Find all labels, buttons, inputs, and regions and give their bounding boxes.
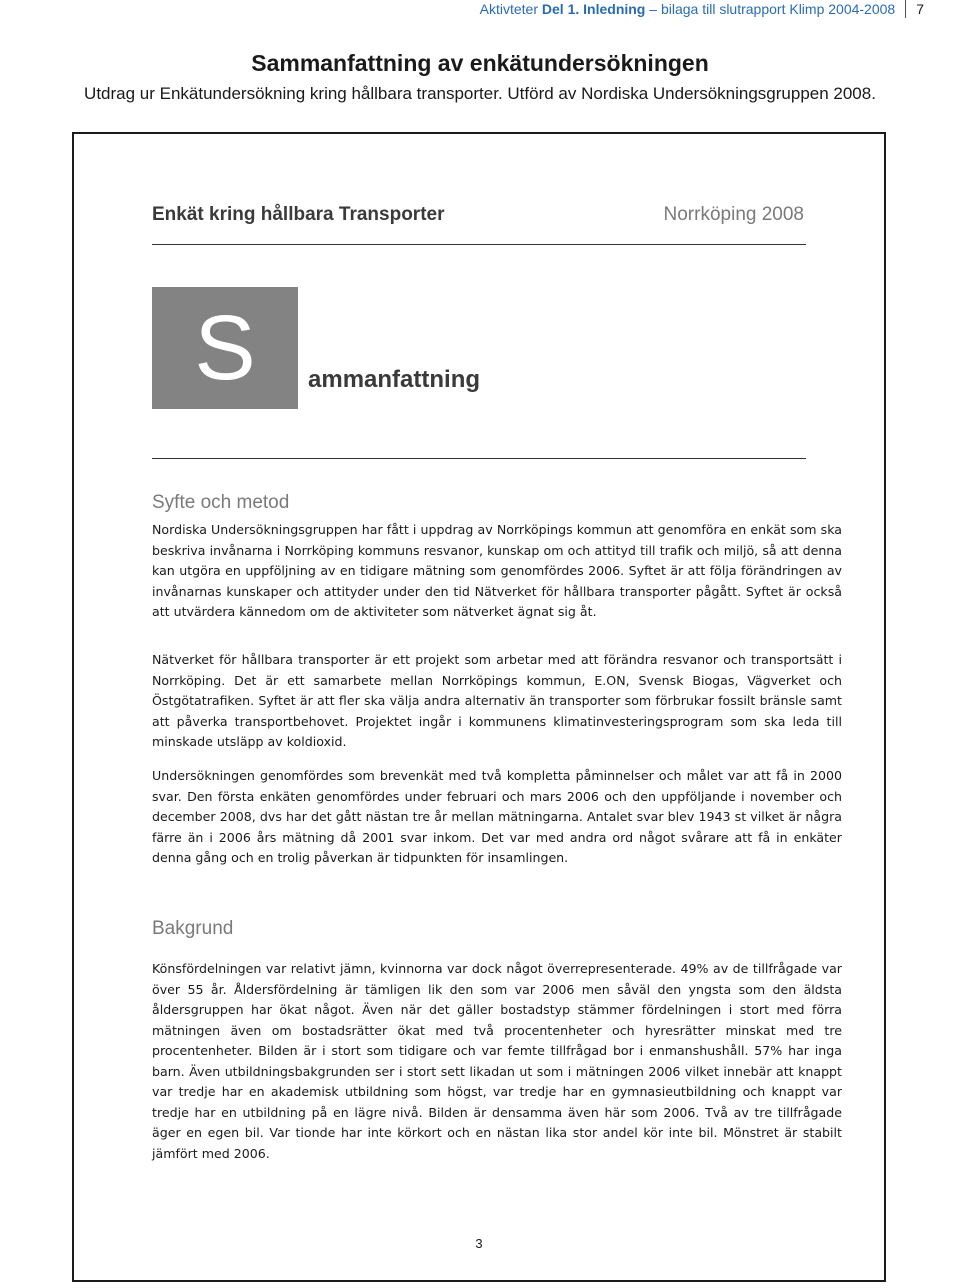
paragraph: Undersökningen genomfördes som brevenkät med två kompletta påminnelser och målet var att få in 2000 svar. Den första enkäten genomfördes under februari och mars 2006 och den uppföljande i november och december 2008, dvs har det gått nästan tre år mellan mätningarna. Antalet svar blev 1943 st vilket är några färre än i 2006 års mätning då 2001 svar inkom. Det var med andra ord något svårare att få in enkäter denna gång och en trolig påverkan är tidpunkten för insamlingen. bbox=[152, 768, 842, 865]
dropcap-box: S bbox=[152, 287, 298, 409]
running-header-part: Del 1. Inledning bbox=[541, 1, 646, 17]
section-divider bbox=[152, 458, 806, 459]
running-header-divider bbox=[905, 0, 906, 18]
page-number: 3 bbox=[475, 1236, 483, 1251]
paragraph: Nätverket för hållbara transporter är ett projekt som arbetar med att förändra resvanor och transportsätt i Norrköping. Det är ett samarbete mellan Norrköpings kommun, E.ON, Svensk Biogas, Vägverket och Östgötatrafiken. Syftet är att fler ska välja andra alternativ än transporter som förbrukar fossilt bränsle samt att påverka transportbehovet. Projektet ingår i kommunens klimatinvesteringsprogram som ska leda till minskade utsläpp av koldioxid. bbox=[152, 652, 842, 749]
paragraph: Könsfördelningen var relativt jämn, kvinnorna var dock något överrepresenterade. 49% av de tillfrågade var över 55 år. Åldersfördelning är tämligen lik den som var 2006 men såväl den yngsta som den äldsta åldersgruppen har ökat något. Även när det gäller bostadstyp stämmer fördelningen i stort med förra mätningen även om bostadsrätter ökat med två procentenheter och hyresrätter minskat med tre procentenheter. Bilden är i stort som tidigare och var femte tillfrågad bor i enmanshushåll. 57% har inga barn. Även utbildningsbakgrunden ser i stort sett likadan ut som i mätningen 2006 vilket innebär att knappt var tredje har en akademisk utbildning som högst, var tredje har en gymnasieutbildning och knappt var tredje har en utbildning på en lägre nivå. Bilden är densamma även här som 2006. Två av tre tillfrågade äger en egen bil. Var tionde har inte körkort och en nästan lika stor andel kör inte bil. Mönstret är stabilt jämfört med 2006. bbox=[152, 961, 842, 1161]
paragraph: Nordiska Undersökningsgruppen har fått i uppdrag av Norrköpings kommun att genomföra en enkät som ska beskriva invånarna i Norrköping kommuns resvanor, kunskap om och attityd till trafik och miljö, så att denna kan utgöra en uppföljning av en tidigare mätning som genomfördes 2006. Syftet är att följa förändringen av invånarnas kunskaper och attityder under den tid Nätverket för hållbara transporter pågått. Syftet är också att utvärdera kännedom om de aktiviteter som nätverket ägnat sig åt. bbox=[152, 522, 842, 619]
running-header-suffix: bilaga till slutrapport Klimp 2004-2008 bbox=[660, 1, 896, 17]
running-header-dash: – bbox=[649, 1, 658, 17]
report-header-location: Norrköping 2008 bbox=[663, 204, 804, 225]
header-divider bbox=[152, 244, 806, 245]
heading-syfte-och-metod: Syfte och metod bbox=[152, 492, 290, 513]
heading-bakgrund: Bakgrund bbox=[152, 918, 234, 939]
section-title: ammanfattning bbox=[308, 366, 481, 393]
report-header-title: Enkät kring hållbara Transporter bbox=[152, 204, 445, 225]
embedded-report-page bbox=[72, 132, 886, 1282]
running-header-prefix: Aktivteter bbox=[479, 1, 539, 17]
running-header bbox=[480, 0, 924, 18]
running-header-page-number: 7 bbox=[916, 1, 924, 17]
document-subtitle: Utdrag ur Enkätundersökning kring hållbara transporter. Utförd av Nordiska Undersökningsgruppen 2008. bbox=[84, 84, 876, 103]
document-title: Sammanfattning av enkätundersökningen bbox=[251, 50, 709, 76]
